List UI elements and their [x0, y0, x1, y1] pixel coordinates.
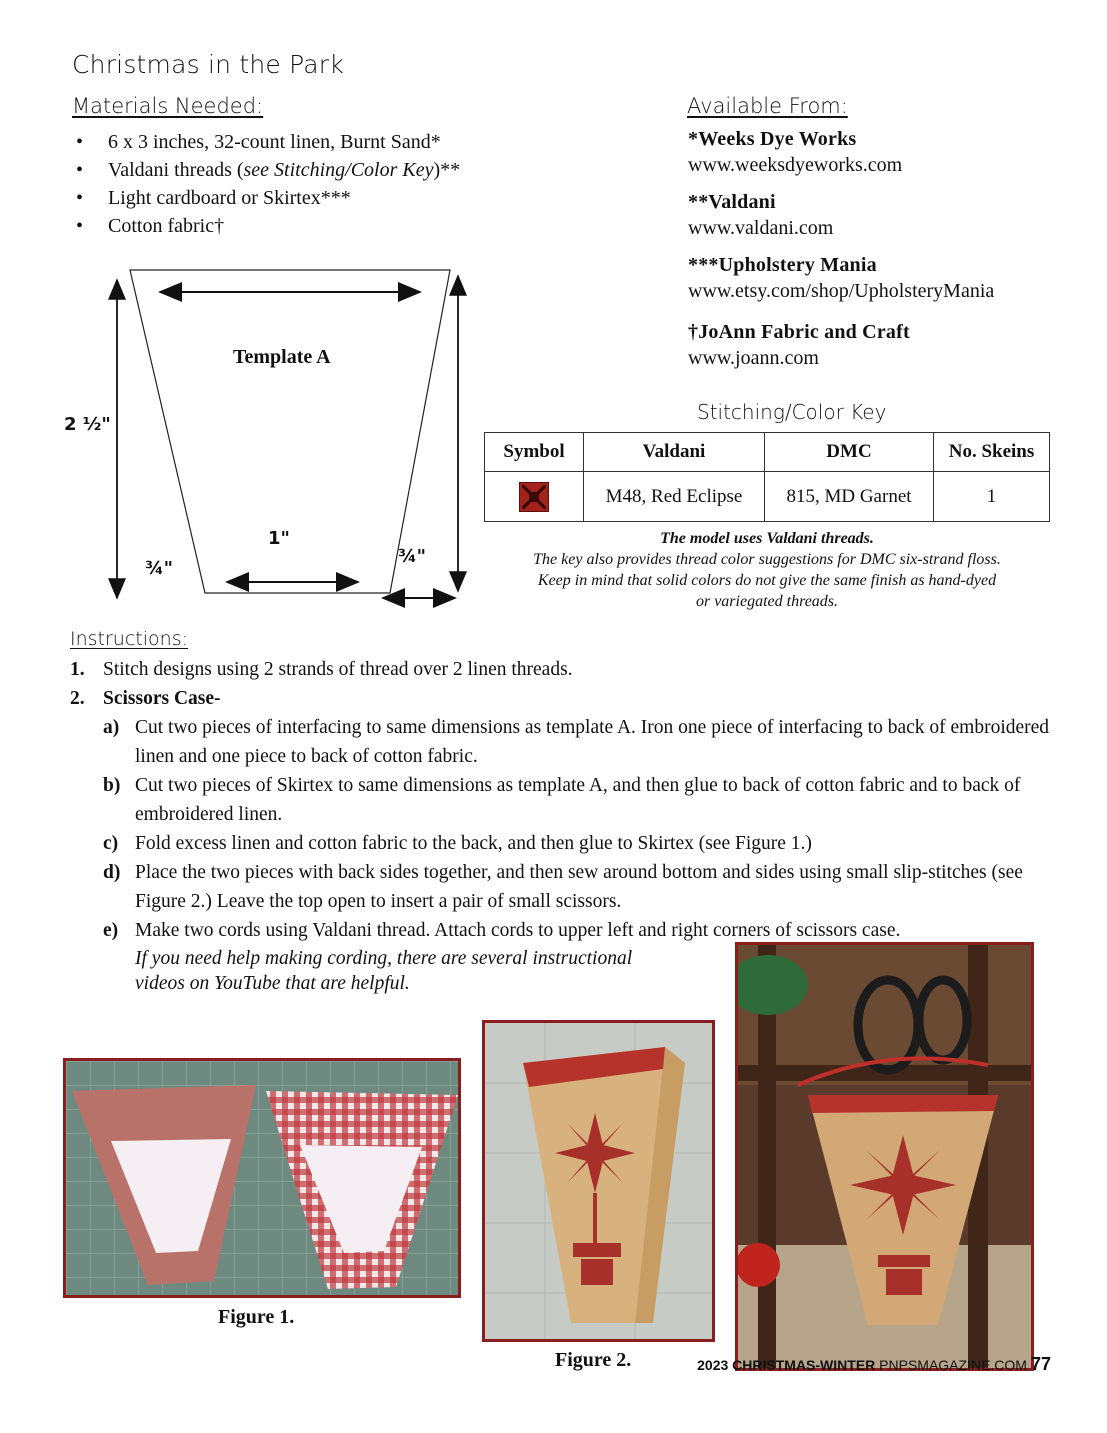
instruction-substep: d) Place the two pieces with back sides together, and then sew around bottom and sides using small slip-stitches (see Figure 2.) Leave the top open to insert a pair of small scissors.	[103, 862, 1023, 912]
color-key-title: Stitching/Color Key	[697, 400, 887, 424]
height-dimension: 2 ½"	[64, 414, 111, 435]
instruction-substep: e) Make two cords using Valdani thread. Attach cords to upper left and right corners of scissors case.	[103, 920, 901, 941]
col-dmc: DMC	[765, 433, 934, 472]
col-symbol: Symbol	[485, 433, 584, 472]
stitch-symbol-icon	[519, 482, 549, 512]
source-weeks-dye-works: *Weeks Dye Works www.weeksdyeworks.com	[688, 128, 903, 176]
instructions-heading: Instructions:	[70, 628, 188, 650]
template-label: Template A	[233, 346, 331, 368]
figure-2-caption: Figure 2.	[555, 1349, 632, 1371]
skeins-cell: 1	[934, 472, 1050, 522]
list-item: • Valdani threads (see Stitching/Color Key)**	[76, 156, 460, 184]
source-url[interactable]: www.valdani.com	[688, 217, 834, 239]
color-key-note: The model uses Valdani threads. The key also provides thread color suggestions for DMC six-strand floss. Keep in mind that solid colors do not give the same finish as hand-dyed or variegated threads.	[533, 530, 1001, 610]
instruction-substep: a) Cut two pieces of interfacing to same dimensions as template A. Iron one piece of interfacing to back of embroidered linen and one piece to back of cotton fabric.	[103, 717, 1050, 767]
bottom-dimension: 1"	[268, 528, 290, 549]
source-upholstery-mania: ***Upholstery Mania www.etsy.com/shop/UpholsteryMania	[688, 254, 995, 302]
left-offset-dimension: ¾"	[145, 558, 174, 579]
available-heading: Available From:	[687, 94, 848, 118]
dmc-cell: 815, MD Garnet	[765, 472, 934, 522]
table-row	[485, 472, 1050, 522]
source-url[interactable]: www.joann.com	[688, 347, 819, 369]
valdani-cell: M48, Red Eclipse	[584, 472, 765, 522]
right-offset-dimension: ¾"	[398, 546, 427, 567]
source-valdani: **Valdani www.valdani.com	[688, 191, 834, 239]
source-joann: †JoAnn Fabric and Craft www.joann.com	[688, 321, 910, 369]
instruction-substep: c) Fold excess linen and cotton fabric to the back, and then glue to Skirtex (see Figure 1.)	[103, 833, 812, 854]
instruction-step: 1. Stitch designs using 2 strands of thread over 2 linen threads.	[70, 659, 573, 680]
list-item: • Light cardboard or Skirtex***	[76, 184, 460, 212]
materials-list	[76, 128, 460, 240]
figure-1-caption: Figure 1.	[218, 1306, 295, 1328]
figure-2-photo	[482, 1020, 715, 1342]
page-footer: 2023 CHRISTMAS-WINTER PNPSMAGAZINE.COM 77	[697, 1354, 1051, 1374]
source-url[interactable]: www.etsy.com/shop/UpholsteryMania	[688, 280, 995, 302]
list-item: • 6 x 3 inches, 32-count linen, Burnt Sand*	[76, 128, 460, 156]
instruction-substep: b) Cut two pieces of Skirtex to same dimensions as template A, and then glue to back of cotton fabric and to back of embroidered linen.	[103, 775, 1021, 825]
col-valdani: Valdani	[584, 433, 765, 472]
instruction-step: 2. Scissors Case-	[70, 688, 221, 709]
source-url[interactable]: www.weeksdyeworks.com	[688, 154, 903, 176]
materials-heading: Materials Needed:	[72, 94, 264, 118]
list-item: • Cotton fabric†	[76, 212, 460, 240]
cording-help-note: If you need help making cording, there are several instructional videos on YouTube that are helpful.	[135, 948, 633, 994]
finished-scissors-case-photo	[735, 942, 1034, 1371]
page-number: 77	[1030, 1354, 1051, 1374]
col-skeins: No. Skeins	[934, 433, 1050, 472]
color-key-table	[484, 432, 1050, 522]
figure-1-photo	[63, 1058, 461, 1298]
template-outline	[130, 270, 450, 593]
table-header-row	[485, 433, 1050, 472]
page-title: Christmas in the Park	[72, 50, 344, 79]
